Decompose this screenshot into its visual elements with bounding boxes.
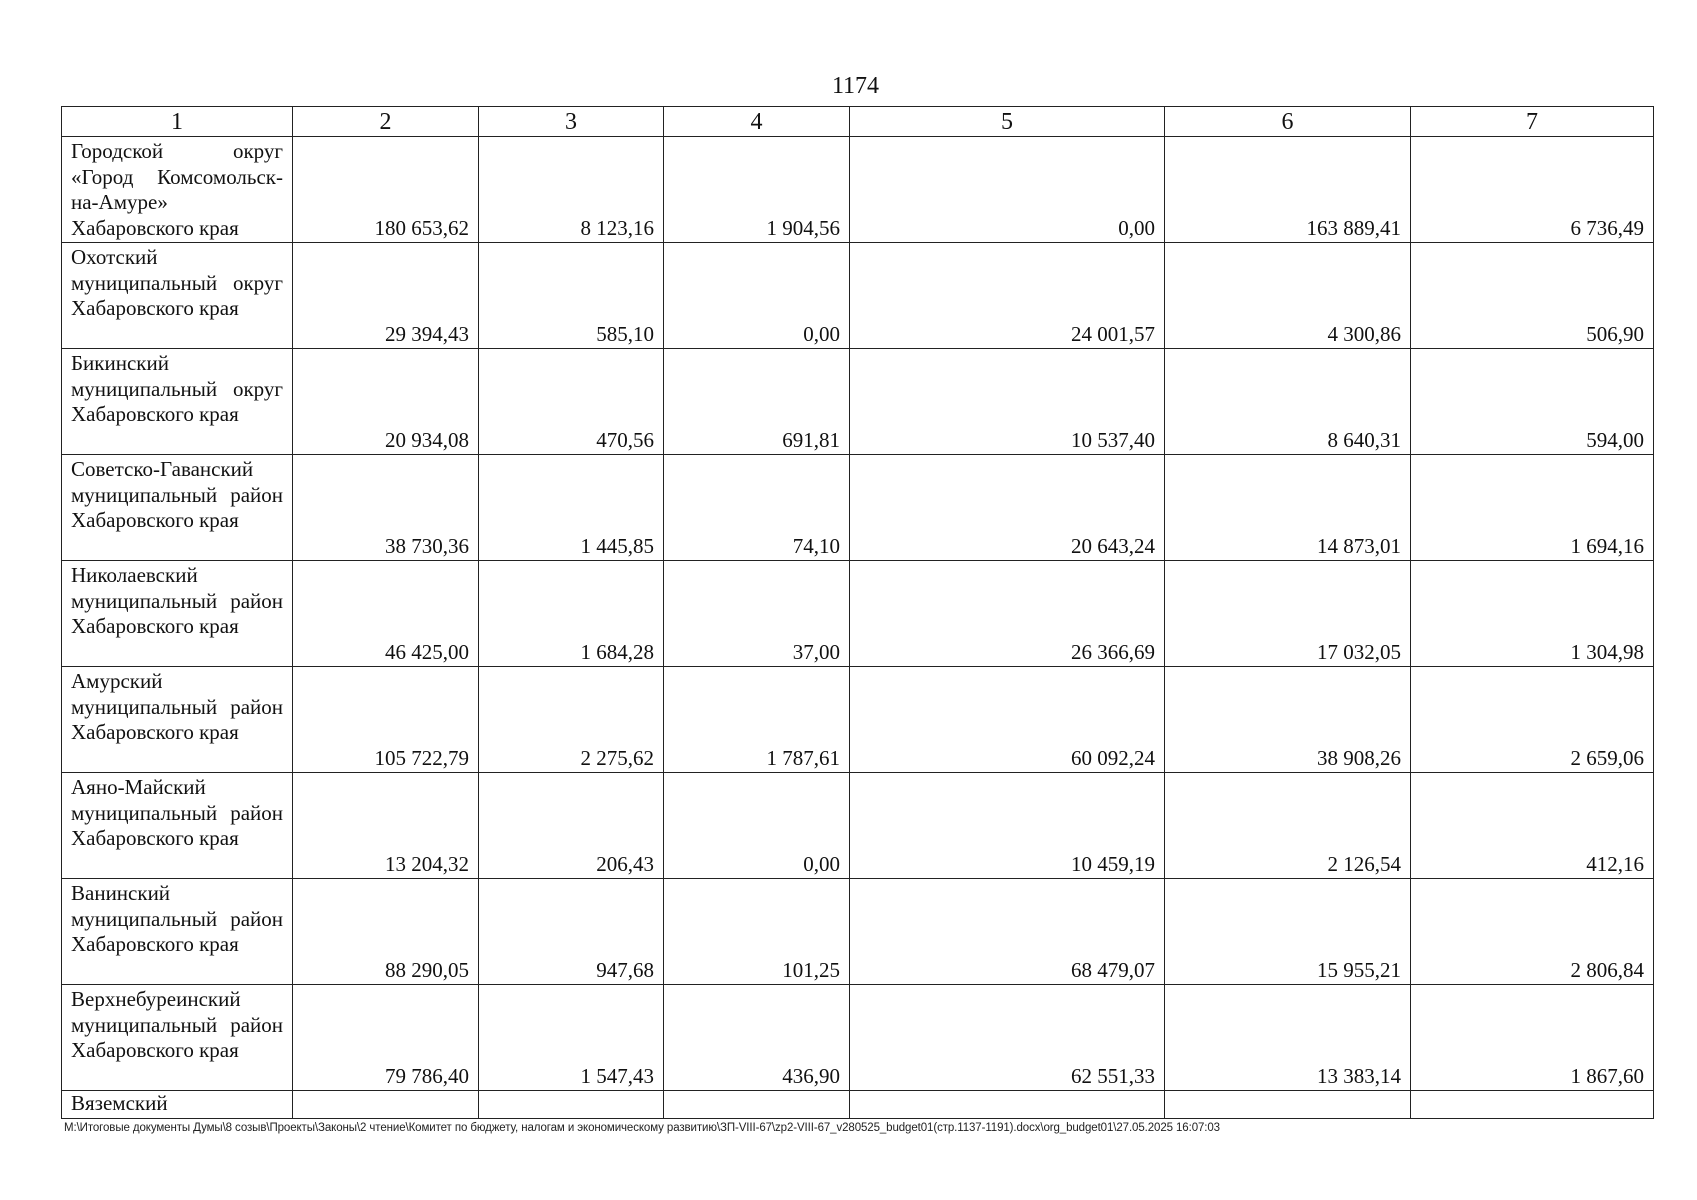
- table-row: [62, 773, 1654, 879]
- value-cell: 105 722,79: [293, 667, 479, 773]
- value-cell: 60 092,24: [850, 667, 1165, 773]
- column-header: 1: [62, 107, 293, 137]
- column-header: 4: [664, 107, 850, 137]
- municipality-name-cell: Вяземский: [62, 1091, 293, 1119]
- value-cell: 2 126,54: [1165, 773, 1411, 879]
- municipality-name: Николаевский муниципальный район Хабаровского края: [71, 563, 283, 638]
- column-header: 2: [293, 107, 479, 137]
- value-cell: 6 736,49: [1411, 137, 1654, 243]
- municipality-name: Охотский муниципальный округ Хабаровского края: [71, 245, 283, 320]
- value-cell: 13 383,14: [1165, 985, 1411, 1091]
- value-cell: 0,00: [850, 137, 1165, 243]
- table-row: [62, 137, 1654, 243]
- value-cell: 0,00: [664, 243, 850, 349]
- value-cell: 46 425,00: [293, 561, 479, 667]
- municipality-name: Бикинский муниципальный округ Хабаровского края: [71, 351, 283, 426]
- municipality-name-cell: [62, 137, 293, 243]
- table-row: [62, 243, 1654, 349]
- value-cell: [850, 1091, 1165, 1119]
- table-row: [62, 349, 1654, 455]
- value-cell: 506,90: [1411, 243, 1654, 349]
- value-cell: 8 640,31: [1165, 349, 1411, 455]
- municipality-name-cell: [62, 985, 293, 1091]
- municipality-name: Ванинский муниципальный район Хабаровского края: [71, 881, 283, 956]
- document-file-path: M:\Итоговые документы Думы\8 созыв\Проекты\Законы\2 чтение\Комитет по бюджету, налогам и экономическому развитию\ЗП-VIII-67\zp2-VIII-67_v280525_budget01(стр.1137-1191).docx\org_budget01\27.05.2025 16:07:03: [64, 1122, 1220, 1134]
- municipality-name: Аяно-Майский муниципальный район Хабаровского края: [71, 775, 283, 850]
- table-row: [62, 667, 1654, 773]
- municipality-name-cell: [62, 773, 293, 879]
- column-header: 5: [850, 107, 1165, 137]
- value-cell: 38 730,36: [293, 455, 479, 561]
- page-number: 1174: [831, 73, 880, 99]
- value-cell: 1 684,28: [479, 561, 664, 667]
- value-cell: 24 001,57: [850, 243, 1165, 349]
- value-cell: [479, 1091, 664, 1119]
- municipality-name-cell: [62, 561, 293, 667]
- value-cell: 13 204,32: [293, 773, 479, 879]
- municipality-name: Верхнебуреинский муниципальный район Хабаровского края: [71, 987, 283, 1062]
- value-cell: 1 904,56: [664, 137, 850, 243]
- municipality-name: Амурский муниципальный район Хабаровского края: [71, 669, 283, 744]
- value-cell: [1165, 1091, 1411, 1119]
- value-cell: 14 873,01: [1165, 455, 1411, 561]
- value-cell: 180 653,62: [293, 137, 479, 243]
- value-cell: 74,10: [664, 455, 850, 561]
- value-cell: 101,25: [664, 879, 850, 985]
- value-cell: 1 304,98: [1411, 561, 1654, 667]
- value-cell: 1 787,61: [664, 667, 850, 773]
- budget-table: [61, 106, 1654, 1119]
- header-row: [62, 107, 1654, 137]
- value-cell: 88 290,05: [293, 879, 479, 985]
- value-cell: 8 123,16: [479, 137, 664, 243]
- municipality-name-cell: [62, 455, 293, 561]
- table-row: [62, 985, 1654, 1091]
- value-cell: [664, 1091, 850, 1119]
- value-cell: 691,81: [664, 349, 850, 455]
- municipality-name-cell: [62, 349, 293, 455]
- column-header: 3: [479, 107, 664, 137]
- municipality-name-cell: [62, 879, 293, 985]
- value-cell: [1411, 1091, 1654, 1119]
- value-cell: 2 659,06: [1411, 667, 1654, 773]
- value-cell: 412,16: [1411, 773, 1654, 879]
- value-cell: 1 445,85: [479, 455, 664, 561]
- value-cell: 68 479,07: [850, 879, 1165, 985]
- municipality-name: Городской округ «Город Комсомольск-на-Амуре» Хабаровского края: [71, 139, 283, 240]
- table-row: [62, 879, 1654, 985]
- table-row: [62, 1091, 1654, 1119]
- value-cell: 17 032,05: [1165, 561, 1411, 667]
- value-cell: 10 537,40: [850, 349, 1165, 455]
- column-header: 7: [1411, 107, 1654, 137]
- value-cell: 20 643,24: [850, 455, 1165, 561]
- value-cell: 20 934,08: [293, 349, 479, 455]
- value-cell: 947,68: [479, 879, 664, 985]
- table-row: [62, 455, 1654, 561]
- value-cell: 585,10: [479, 243, 664, 349]
- value-cell: 37,00: [664, 561, 850, 667]
- value-cell: 206,43: [479, 773, 664, 879]
- value-cell: 29 394,43: [293, 243, 479, 349]
- value-cell: 470,56: [479, 349, 664, 455]
- value-cell: 163 889,41: [1165, 137, 1411, 243]
- value-cell: 10 459,19: [850, 773, 1165, 879]
- value-cell: 1 694,16: [1411, 455, 1654, 561]
- value-cell: 0,00: [664, 773, 850, 879]
- municipality-name-cell: [62, 243, 293, 349]
- value-cell: [293, 1091, 479, 1119]
- table-row: [62, 561, 1654, 667]
- value-cell: 4 300,86: [1165, 243, 1411, 349]
- value-cell: 1 867,60: [1411, 985, 1654, 1091]
- value-cell: 2 275,62: [479, 667, 664, 773]
- column-header: 6: [1165, 107, 1411, 137]
- value-cell: 26 366,69: [850, 561, 1165, 667]
- value-cell: 2 806,84: [1411, 879, 1654, 985]
- municipality-name-cell: [62, 667, 293, 773]
- value-cell: 15 955,21: [1165, 879, 1411, 985]
- value-cell: 79 786,40: [293, 985, 479, 1091]
- value-cell: 62 551,33: [850, 985, 1165, 1091]
- value-cell: 1 547,43: [479, 985, 664, 1091]
- municipality-name: Советско-Гаванский муниципальный район Хабаровского края: [71, 457, 283, 532]
- value-cell: 436,90: [664, 985, 850, 1091]
- value-cell: 38 908,26: [1165, 667, 1411, 773]
- value-cell: 594,00: [1411, 349, 1654, 455]
